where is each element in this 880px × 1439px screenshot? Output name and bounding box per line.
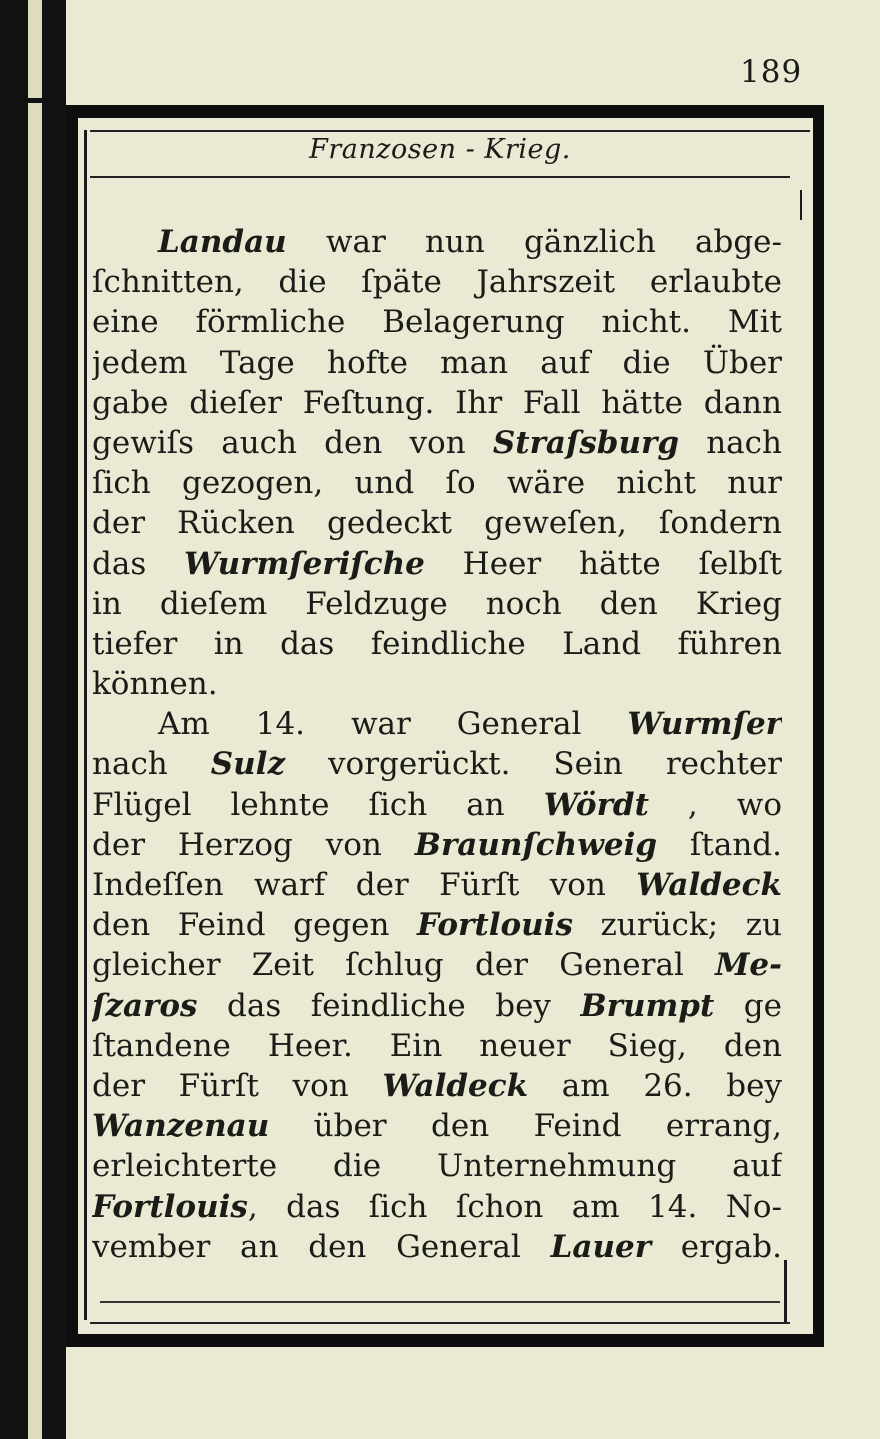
text-run: Indeſſen warf der Fürſt von	[92, 867, 637, 903]
emphasized-name: Brumpt	[580, 987, 715, 1024]
emphasized-name: Braunſchweig	[414, 826, 658, 863]
text-run: ſich gezogen, und ſo wäre nicht nur	[92, 465, 782, 502]
inner-frame-right-bottom	[784, 1260, 787, 1322]
header-rule-top	[90, 130, 810, 132]
text-run: zurück; zu	[572, 907, 782, 944]
text-line	[92, 222, 782, 262]
text-run: der Fürſt von	[92, 1067, 383, 1104]
text-line	[92, 343, 782, 383]
text-run: ſtandene Heer. Ein neuer Sieg, den	[92, 1027, 782, 1064]
text-run: eine förmliche Belagerung nicht. Mit	[92, 304, 782, 341]
text-run: ge	[714, 987, 782, 1024]
text-line	[92, 503, 782, 543]
text-run: ſchnitten, die ſpäte Jahrszeit erlaubte	[92, 264, 782, 301]
text-run: tiefer in das feindliche Land führen	[92, 625, 782, 662]
text-run: gleicher Zeit ſchlug der General	[92, 947, 716, 984]
emphasized-name: Landau	[158, 224, 287, 260]
emphasized-name: ſzaros	[92, 987, 198, 1024]
previous-page-rule	[0, 98, 66, 103]
text-line	[92, 1227, 782, 1267]
emphasized-name: Fortlouis	[92, 1188, 248, 1225]
text-run: das	[92, 545, 185, 582]
emphasized-name: Wanzenau	[92, 1108, 270, 1145]
text-line	[92, 302, 782, 342]
text-line	[92, 1066, 782, 1106]
text-run: Flügel lehnte ſich an	[92, 786, 544, 823]
text-line	[92, 544, 782, 584]
previous-page-frame-line	[20, 120, 23, 220]
text-line	[92, 584, 782, 624]
text-line	[92, 383, 782, 423]
inner-frame-right-mark	[800, 190, 802, 220]
text-run: in dieſem Feldzuge noch den Krieg	[92, 585, 782, 622]
text-run: war nun gänzlich abge-	[286, 224, 782, 260]
page-frame-left	[66, 118, 78, 1334]
text-line	[92, 905, 782, 945]
text-line	[92, 945, 782, 985]
emphasized-name: Lauer	[550, 1228, 652, 1265]
text-run: Am 14. war General	[158, 706, 628, 743]
emphasized-name: Wurmſeriſche	[184, 545, 425, 582]
text-run: ſtand.	[657, 826, 782, 863]
emphasized-name: Waldeck	[636, 867, 782, 903]
text-run: nach	[92, 746, 211, 783]
text-line	[92, 262, 782, 302]
page-number: 189	[740, 54, 803, 90]
text-run: den Feind gegen	[92, 907, 418, 944]
text-line	[92, 785, 782, 825]
text-line	[92, 624, 782, 664]
text-run: jedem Tage hofte man auf die Über	[92, 344, 782, 381]
text-run: , wo	[648, 786, 782, 823]
text-line	[92, 463, 782, 503]
text-run: vember an den General	[92, 1228, 551, 1265]
text-run: gabe dieſer Feſtung. Ihr Fall hätte dann	[92, 384, 782, 421]
footer-rule	[100, 1301, 780, 1303]
text-line	[92, 1146, 782, 1186]
text-line	[92, 664, 782, 704]
running-head: Franzosen - Krieg.	[309, 134, 571, 165]
text-line	[92, 865, 782, 905]
text-run: Heer hätte ſelbſt	[424, 545, 782, 582]
footer-rule-lower	[90, 1322, 790, 1324]
emphasized-name: Wördt	[543, 786, 649, 823]
text-run: der Herzog von	[92, 826, 415, 863]
header-rule-bottom	[90, 176, 790, 178]
text-run: gewiſs auch den von	[92, 424, 493, 461]
text-run: nach	[679, 424, 782, 461]
text-run: am 26. bey	[528, 1067, 782, 1104]
emphasized-name: Wurmſer	[627, 706, 782, 743]
emphasized-name: Me-	[715, 947, 782, 984]
emphasized-name: Sulz	[210, 746, 286, 783]
text-line	[92, 1026, 782, 1066]
book-edge	[0, 0, 28, 1439]
text-run: , das ſich ſchon am 14. No-	[247, 1188, 782, 1225]
text-line	[92, 423, 782, 463]
text-run: ergab.	[651, 1228, 782, 1265]
text-line	[92, 704, 782, 744]
emphasized-name: Straſsburg	[492, 424, 680, 461]
text-run: über den Feind errang,	[269, 1108, 782, 1145]
text-line	[92, 744, 782, 784]
text-line	[92, 986, 782, 1026]
text-run: erleichterte die Unternehmung auf	[92, 1148, 782, 1185]
book-gutter	[42, 0, 66, 1439]
text-line	[92, 1187, 782, 1227]
text-run: können.	[92, 666, 218, 703]
text-run: vorgerückt. Sein rechter	[285, 746, 782, 783]
inner-frame-left	[84, 130, 87, 1320]
previous-page-edge	[28, 0, 42, 1439]
text-run: der Rücken gedeckt geweſen, ſondern	[92, 505, 782, 542]
text-run: das feindliche bey	[197, 987, 581, 1024]
emphasized-name: Fortlouis	[417, 907, 573, 944]
emphasized-name: Waldeck	[382, 1067, 529, 1104]
text-line	[92, 1106, 782, 1146]
body-text	[92, 222, 782, 1267]
text-line	[92, 825, 782, 865]
